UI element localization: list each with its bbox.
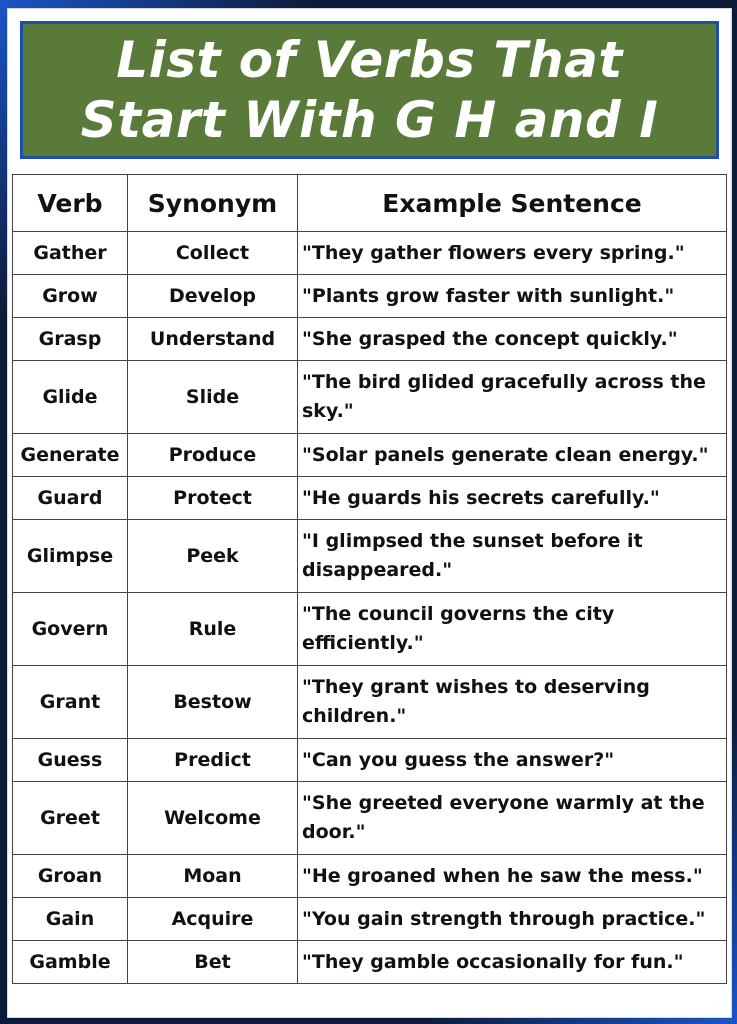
title-banner <box>20 21 719 159</box>
table-row <box>13 275 727 318</box>
synonym-cell: Understand <box>128 318 298 361</box>
table-row <box>13 434 727 477</box>
example-cell: "They grant wishes to deserving children." <box>298 666 727 739</box>
verb-cell: Govern <box>13 593 128 666</box>
verb-cell: Guess <box>13 739 128 782</box>
verb-cell: Greet <box>13 782 128 855</box>
table-row <box>13 941 727 984</box>
table-row <box>13 361 727 434</box>
content-card <box>7 8 732 1018</box>
example-cell: "Can you guess the answer?" <box>298 739 727 782</box>
verb-cell: Groan <box>13 855 128 898</box>
table-row <box>13 739 727 782</box>
synonym-cell: Produce <box>128 434 298 477</box>
example-cell: "She grasped the concept quickly." <box>298 318 727 361</box>
example-cell: "He groaned when he saw the mess." <box>298 855 727 898</box>
table-row <box>13 855 727 898</box>
example-cell: "You gain strength through practice." <box>298 898 727 941</box>
synonym-cell: Rule <box>128 593 298 666</box>
synonym-cell: Acquire <box>128 898 298 941</box>
verb-cell: Grant <box>13 666 128 739</box>
table-row <box>13 318 727 361</box>
verb-cell: Glimpse <box>13 520 128 593</box>
synonym-cell: Bestow <box>128 666 298 739</box>
synonym-cell: Moan <box>128 855 298 898</box>
synonym-cell: Predict <box>128 739 298 782</box>
example-cell: "Solar panels generate clean energy." <box>298 434 727 477</box>
header-synonym: Synonym <box>128 175 298 232</box>
verb-cell: Generate <box>13 434 128 477</box>
table-row <box>13 666 727 739</box>
verb-cell: Gamble <box>13 941 128 984</box>
table-row <box>13 520 727 593</box>
example-cell: "She greeted everyone warmly at the door." <box>298 782 727 855</box>
synonym-cell: Protect <box>128 477 298 520</box>
table-row <box>13 898 727 941</box>
table-header-row <box>13 175 727 232</box>
verb-cell: Grow <box>13 275 128 318</box>
title-line-1: List of Verbs That <box>116 31 623 89</box>
verbs-table <box>12 174 727 984</box>
table-row <box>13 477 727 520</box>
verb-cell: Gather <box>13 232 128 275</box>
synonym-cell: Slide <box>128 361 298 434</box>
example-cell: "I glimpsed the sunset before it disappeared." <box>298 520 727 593</box>
example-cell: "They gather flowers every spring." <box>298 232 727 275</box>
table-row <box>13 232 727 275</box>
synonym-cell: Peek <box>128 520 298 593</box>
title-line-2: Start With G H and I <box>80 91 659 149</box>
verb-cell: Gain <box>13 898 128 941</box>
synonym-cell: Bet <box>128 941 298 984</box>
verb-cell: Guard <box>13 477 128 520</box>
example-cell: "The bird glided gracefully across the sky." <box>298 361 727 434</box>
verb-cell: Glide <box>13 361 128 434</box>
example-cell: "He guards his secrets carefully." <box>298 477 727 520</box>
verb-cell: Grasp <box>13 318 128 361</box>
header-example: Example Sentence <box>298 175 727 232</box>
table-row <box>13 782 727 855</box>
header-verb: Verb <box>13 175 128 232</box>
synonym-cell: Develop <box>128 275 298 318</box>
example-cell: "Plants grow faster with sunlight." <box>298 275 727 318</box>
example-cell: "They gamble occasionally for fun." <box>298 941 727 984</box>
example-cell: "The council governs the city efficiently." <box>298 593 727 666</box>
synonym-cell: Welcome <box>128 782 298 855</box>
table-row <box>13 593 727 666</box>
synonym-cell: Collect <box>128 232 298 275</box>
